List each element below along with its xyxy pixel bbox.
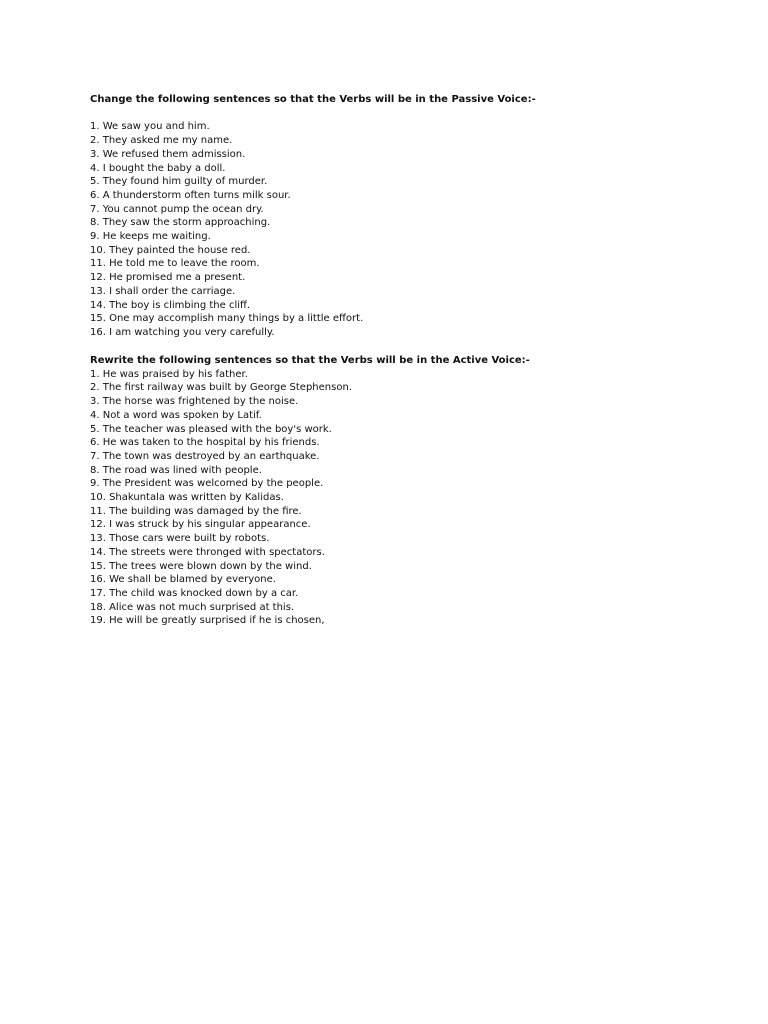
list-item: 14. The boy is climbing the cliff. [90, 299, 251, 311]
passive-voice-heading: Change the following sentences so that the Verbs will be in the Passive Voice:- [90, 94, 536, 105]
list-item: 4. I bought the baby a doll. [90, 162, 226, 174]
list-item: 6. He was taken to the hospital by his friends. [90, 437, 320, 449]
list-item: 4. Not a word was spoken by Latif. [90, 409, 262, 421]
list-item: 7. The town was destroyed by an earthquake. [90, 450, 320, 462]
list-item: 14. The streets were thronged with spectators. [90, 546, 325, 558]
list-item: 18. Alice was not much surprised at this. [90, 601, 295, 613]
list-item: 10. Shakuntala was written by Kalidas. [90, 492, 284, 504]
list-item: 16. I am watching you very carefully. [90, 326, 275, 338]
list-item: 10. They painted the house red. [90, 244, 251, 256]
list-item: 8. They saw the storm approaching. [90, 217, 271, 229]
list-item: 12. I was struck by his singular appearance. [90, 519, 311, 531]
active-voice-section [90, 354, 730, 628]
passive-voice-list [90, 120, 730, 339]
list-item: 13. Those cars were built by robots. [90, 533, 270, 545]
list-item: 5. They found him guilty of murder. [90, 176, 268, 188]
list-item: 6. A thunderstorm often turns milk sour. [90, 189, 291, 201]
list-item: 1. We saw you and him. [90, 121, 210, 133]
list-item: 5. The teacher was pleased with the boy's work. [90, 423, 332, 435]
list-item: 1. He was praised by his father. [90, 368, 248, 380]
list-item: 9. He keeps me waiting. [90, 231, 211, 243]
passive-voice-section [90, 93, 730, 340]
list-item: 3. We refused them admission. [90, 148, 246, 160]
list-item: 11. The building was damaged by the fire. [90, 505, 302, 517]
active-voice-heading: Rewrite the following sentences so that the Verbs will be in the Active Voice:- [90, 355, 530, 366]
list-item: 7. You cannot pump the ocean dry. [90, 203, 264, 215]
list-item: 12. He promised me a present. [90, 272, 246, 284]
list-item: 8. The road was lined with people. [90, 464, 262, 476]
list-item: 3. The horse was frightened by the noise. [90, 396, 299, 408]
list-item: 11. He told me to leave the room. [90, 258, 260, 270]
list-item: 9. The President was welcomed by the people. [90, 478, 324, 490]
list-item: 2. The first railway was built by George Stephenson. [90, 382, 352, 394]
list-item: 16. We shall be blamed by everyone. [90, 574, 276, 586]
list-item: 13. I shall order the carriage. [90, 285, 236, 297]
list-item: 2. They asked me my name. [90, 135, 233, 147]
list-item: 19. He will be greatly surprised if he is chosen, [90, 615, 325, 627]
list-item: 15. The trees were blown down by the wind. [90, 560, 312, 572]
active-voice-list [90, 368, 730, 628]
list-item: 15. One may accomplish many things by a little effort. [90, 313, 364, 325]
list-item: 17. The child was knocked down by a car. [90, 587, 299, 599]
